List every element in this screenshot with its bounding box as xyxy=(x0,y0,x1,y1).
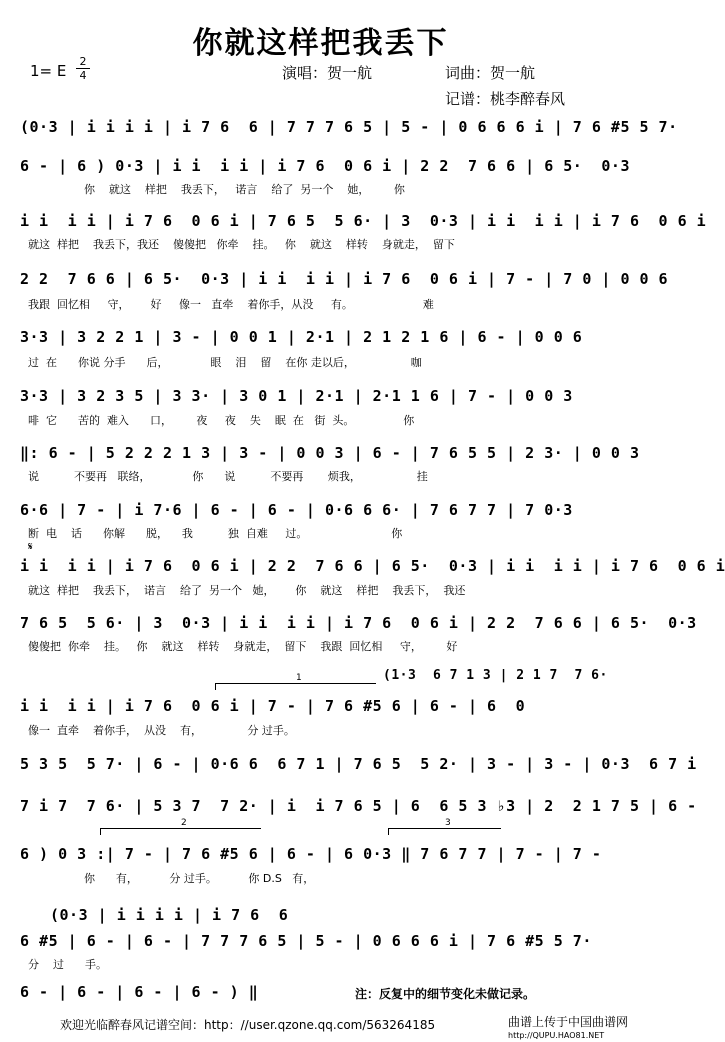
key-signature: 1= E xyxy=(30,62,67,80)
watermark xyxy=(508,1016,628,1042)
notation-row-12: 5 3 5 5 7· | 6 - | 0·6 6 6 7 1 | 7 6 5 5 2· | 3 - | 3 - | 0·3 6 7 i xyxy=(20,755,697,773)
notation-row-13: 7 i 7 7 6· | 5 3 7 7 2· | i i 7 6 5 | 6 6 5 3 ♭3 | 2 2 1 7 5 | 6 - xyxy=(20,797,697,815)
notation-row-6: 3·3 | 3 2 3 5 | 3 3· | 3 0 1 | 2·1 | 2·1 1 6 | 7 - | 0 0 3 xyxy=(20,387,573,405)
footnote: 注：反复中的细节变化未做记录。 xyxy=(355,987,536,1001)
singer-credit: 演唱：贺一航 xyxy=(282,64,373,82)
second-ending-bracket: 2 xyxy=(100,828,261,835)
interlude-notes: (1·3 6 7 1 3 | 2 1 7 7 6· xyxy=(383,668,608,683)
notation-row-14: 6 ) 0 3 :| 7 - | 7 6 #5 6 | 6 - | 6 0·3 ‖ 7 6 7 7 | 7 - | 7 - xyxy=(20,845,602,863)
lyricist-credit: 词曲：贺一航 xyxy=(445,64,536,82)
footer-link-text: 欢迎光临醉春风记谱空间：http：//user.qzone.qq.com/563264185 xyxy=(60,1018,436,1032)
third-ending-bracket: 3 xyxy=(388,828,501,835)
time-sig-top: 2 xyxy=(79,55,87,68)
notation-row-15: (0·3 | i i i i | i 7 6 6 xyxy=(50,906,289,924)
watermark-line1: 曲谱上传于中国曲谱网 xyxy=(508,1015,629,1029)
segno-sign: 𝄋 xyxy=(28,540,33,553)
lyric-row-7: 说 不要再 联络， 你 说 不要再 烦我， 挂 xyxy=(28,470,428,483)
time-signature xyxy=(76,56,90,81)
lyric-row-16: 分 过 手。 xyxy=(28,958,107,971)
notation-row-9: i i i i | i 7 6 0 6 i | 2 2 7 6 6 | 6 5· 0·3 | i i i i | i 7 6 0 6 i xyxy=(20,557,725,575)
lyric-row-11: 像一 直牵 着你手， 从没 有， 分 过手。 xyxy=(28,724,295,737)
notation-row-3: i i i i | i 7 6 0 6 i | 7 6 5 5 6· | 3 0·3 | i i i i | i 7 6 0 6 i xyxy=(20,212,707,230)
song-title: 你就这样把我丢下 xyxy=(192,26,449,61)
lyric-row-5: 过 在 你说 分手 后， 眼 泪 留 在你 走以后， 咖 xyxy=(28,356,422,369)
time-sig-bottom: 4 xyxy=(79,69,87,82)
lyric-row-8: 断 电 话 你解 脱， 我 独 自难 过。 你 xyxy=(28,527,403,540)
notation-row-4: 2 2 7 6 6 | 6 5· 0·3 | i i i i | i 7 6 0 6 i | 7 - | 7 0 | 0 0 6 xyxy=(20,270,669,288)
lyric-row-4: 我跟 回忆相 守， 好 像一 直牵 着你手，从没 有。 难 xyxy=(28,298,434,311)
notation-row-1: (0·3 | i i i i | i 7 6 6 | 7 7 7 6 5 | 5 - | 0 6 6 6 i | 7 6 #5 5 7· xyxy=(20,118,678,136)
lyric-row-2: 你 就这 样把 我丢下， 诺言 给了 另一个 她， 你 xyxy=(28,183,405,196)
watermark-line2: http://QUPU.HAO81.NET xyxy=(508,1031,605,1040)
notation-row-5: 3·3 | 3 2 2 1 | 3 - | 0 0 1 | 2·1 | 2 1 2 1 6 | 6 - | 0 0 6 xyxy=(20,328,583,346)
notation-row-17: 6 - | 6 - | 6 - | 6 - ) ‖ xyxy=(20,983,259,1001)
lyric-row-14: 你 有， 分 过手。 你 D.S 有， xyxy=(28,872,315,885)
first-ending-bracket: 1 xyxy=(215,683,376,690)
lyric-row-6: 啡 它 苦的 难入 口， 夜 夜 失 眠 在 街 头。 你 xyxy=(28,414,415,427)
lyric-row-3: 就这 样把 我丢下，我还 傻傻把 你牵 挂。 你 就这 样转 身就走， 留下 xyxy=(28,238,455,251)
notator-credit: 记谱：桃李醉春风 xyxy=(445,90,566,108)
notation-row-7: ‖: 6 - | 5 2 2 2 1 3 | 3 - | 0 0 3 | 6 - | 7 6 5 5 | 2 3· | 0 0 3 xyxy=(20,444,640,462)
lyric-row-10: 傻傻把 你牵 挂。 你 就这 样转 身就走， 留下 我跟 回忆相 守， 好 xyxy=(28,640,458,653)
notation-row-11: i i i i | i 7 6 0 6 i | 7 - | 7 6 #5 6 | 6 - | 6 0 xyxy=(20,697,526,715)
notation-row-2: 6 - | 6 ) 0·3 | i i i i | i 7 6 0 6 i | 2 2 7 6 6 | 6 5· 0·3 xyxy=(20,157,630,175)
notation-row-16: 6 #5 | 6 - | 6 - | 7 7 7 6 5 | 5 - | 0 6 6 6 i | 7 6 #5 5 7· xyxy=(20,932,592,950)
notation-row-8: 6·6 | 7 - | i 7·6 | 6 - | 6 - | 0·6 6 6· | 7 6 7 7 | 7 0·3 xyxy=(20,501,573,519)
lyric-row-9: 就这 样把 我丢下， 诺言 给了 另一个 她， 你 就这 样把 我丢下， 我还 xyxy=(28,584,466,597)
notation-row-10: 7 6 5 5 6· | 3 0·3 | i i i i | i 7 6 0 6 i | 2 2 7 6 6 | 6 5· 0·3 xyxy=(20,614,697,632)
